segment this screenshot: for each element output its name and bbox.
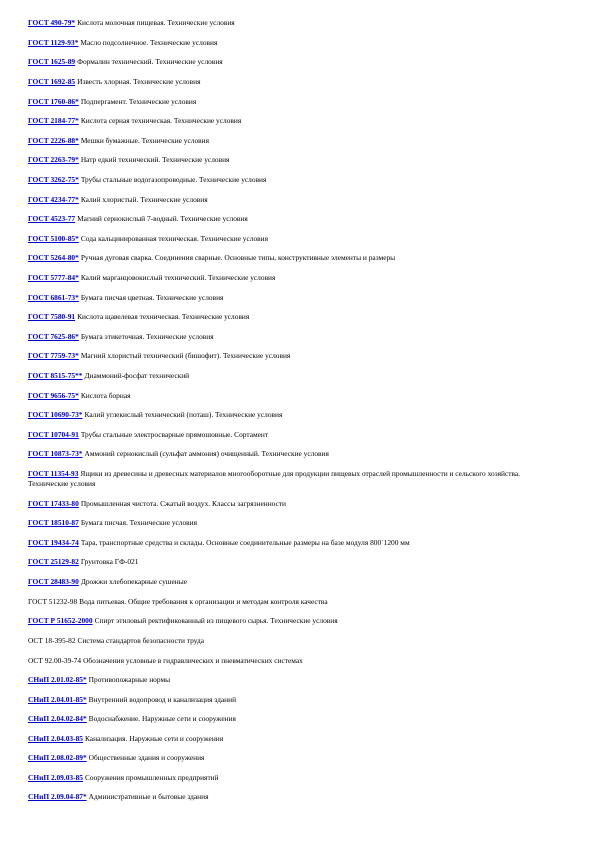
document-entry bbox=[28, 253, 551, 263]
standard-code: ОСТ 92.00-39-74 bbox=[28, 656, 82, 665]
standard-title: Внутренний водопровод и канализация зданий bbox=[88, 695, 237, 704]
document-entry bbox=[28, 675, 551, 685]
document-entry bbox=[28, 195, 551, 205]
standard-title: Сода кальцинированная техническая. Технические условия bbox=[80, 234, 269, 243]
standard-title: Общественные здания и сооружения bbox=[88, 753, 205, 762]
document-entry bbox=[28, 234, 551, 244]
standard-code: ГОСТ 51232-98 bbox=[28, 597, 78, 606]
standard-title: Тара, транспортные средства и склады. Основные соединительные размеры на базе модуля 800´1200 мм bbox=[80, 538, 410, 547]
standard-link[interactable]: ГОСТ 5777-84* bbox=[28, 273, 79, 282]
standard-title: Кислота щавелевая техническая. Технические условия bbox=[77, 312, 250, 321]
document-entry bbox=[28, 499, 551, 509]
document-entry bbox=[28, 77, 551, 87]
standard-link[interactable]: ГОСТ 28483-90 bbox=[28, 577, 79, 586]
standard-title: Ручная дуговая сварка. Соединения сварные. Основные типы, конструктивные элементы и размеры bbox=[80, 253, 396, 262]
standard-title: Бумага писчая. Технические условия bbox=[80, 518, 198, 527]
standard-title: Спирт этиловый ректификованный из пищевого сырья. Технические условия bbox=[94, 616, 338, 625]
standard-title: Ящики из древесины и древесных материалов многооборотные для продукции пищевых отраслей промышленности и сельского хозяйства. Технические условия bbox=[28, 469, 521, 488]
standard-link[interactable]: СНиП 2.09.04-87* bbox=[28, 792, 87, 801]
standard-link[interactable]: ГОСТ 10704-91 bbox=[28, 430, 79, 439]
standard-link[interactable]: ГОСТ 2226-88* bbox=[28, 136, 79, 145]
standard-link[interactable]: СНиП 2.04.01-85* bbox=[28, 695, 87, 704]
standard-link[interactable]: СНиП 2.09.03-85 bbox=[28, 773, 83, 782]
standard-title: Кислота борная bbox=[80, 391, 131, 400]
document-entry bbox=[28, 557, 551, 567]
standard-title: Грунтовка ГФ-021 bbox=[80, 557, 139, 566]
standard-link[interactable]: ГОСТ 19434-74 bbox=[28, 538, 79, 547]
standard-code: ОСТ 18-395-82 bbox=[28, 636, 76, 645]
document-entry bbox=[28, 273, 551, 283]
standard-link[interactable]: СНиП 2.04.03-85 bbox=[28, 734, 83, 743]
document-entry bbox=[28, 293, 551, 303]
standard-title: Кислота серная техническая. Технические условия bbox=[80, 116, 242, 125]
document-entry bbox=[28, 792, 551, 802]
document-entry bbox=[28, 518, 551, 528]
standard-title: Кислота молочная пищевая. Технические условия bbox=[77, 18, 235, 27]
standard-title: Аммоний сернокислый (сульфат аммония) очищенный. Технические условия bbox=[84, 449, 329, 458]
standard-title: Трубы стальные водогазопроводные. Технические условия bbox=[80, 175, 267, 184]
document-entry bbox=[28, 773, 551, 783]
standard-link[interactable]: ГОСТ 25129-82 bbox=[28, 557, 79, 566]
standard-link[interactable]: ГОСТ 1625-89 bbox=[28, 57, 76, 66]
standard-title: Административные и бытовые здания bbox=[88, 792, 209, 801]
standard-link[interactable]: ГОСТ Р 51652-2000 bbox=[28, 616, 93, 625]
standard-title: Диаммоний-фосфат технический bbox=[84, 371, 190, 380]
standard-link[interactable]: ГОСТ 10873-73* bbox=[28, 449, 83, 458]
standard-title: Промышленная чистота. Сжатый воздух. Классы загрязненности bbox=[80, 499, 287, 508]
document-entry bbox=[28, 449, 551, 459]
document-entry bbox=[28, 351, 551, 361]
document-entry bbox=[28, 410, 551, 420]
standard-title: Трубы стальные электросварные прямошовные. Сортамент bbox=[80, 430, 269, 439]
standard-title: Магний сернокислый 7-водный. Технические условия bbox=[77, 214, 248, 223]
document-entry bbox=[28, 391, 551, 401]
standard-title: Мешки бумажные. Технические условия bbox=[80, 136, 209, 145]
standard-link[interactable]: СНиП 2.08.02-89* bbox=[28, 753, 87, 762]
standard-link[interactable]: ГОСТ 7580-91 bbox=[28, 312, 76, 321]
document-entry bbox=[28, 57, 551, 67]
standard-link[interactable]: ГОСТ 5100-85* bbox=[28, 234, 79, 243]
standard-title: Масло подсолнечное. Технические условия bbox=[80, 38, 218, 47]
document-entry bbox=[28, 155, 551, 165]
document-entry bbox=[28, 656, 551, 666]
standard-title: Противопожарные нормы bbox=[88, 675, 171, 684]
standard-link[interactable]: ГОСТ 18510-87 bbox=[28, 518, 79, 527]
standard-title: Формалин технический. Технические условия bbox=[77, 57, 223, 66]
standard-link[interactable]: ГОСТ 490-79* bbox=[28, 18, 76, 27]
document-entry bbox=[28, 695, 551, 705]
document-entry bbox=[28, 116, 551, 126]
standard-link[interactable]: ГОСТ 3262-75* bbox=[28, 175, 79, 184]
standard-link[interactable]: ГОСТ 8515-75** bbox=[28, 371, 83, 380]
standard-title: Бумага писчая цветная. Технические условия bbox=[80, 293, 224, 302]
standard-link[interactable]: ГОСТ 2263-79* bbox=[28, 155, 79, 164]
document-entry bbox=[28, 577, 551, 587]
document-entry bbox=[28, 214, 551, 224]
standard-title: Сооружения промышленных предприятий bbox=[84, 773, 219, 782]
standard-link[interactable]: ГОСТ 10690-73* bbox=[28, 410, 83, 419]
document-entry bbox=[28, 38, 551, 48]
standard-link[interactable]: ГОСТ 2184-77* bbox=[28, 116, 79, 125]
standard-link[interactable]: ГОСТ 5264-80* bbox=[28, 253, 79, 262]
standard-link[interactable]: СНиП 2.01.02-85* bbox=[28, 675, 87, 684]
standard-link[interactable]: ГОСТ 9656-75* bbox=[28, 391, 79, 400]
standard-link[interactable]: ГОСТ 17433-80 bbox=[28, 499, 79, 508]
standard-title: Дрожжи хлебопекарные сушеные bbox=[80, 577, 187, 586]
standard-title: Канализация. Наружные сети и сооружения bbox=[84, 734, 224, 743]
document-entry bbox=[28, 616, 551, 626]
document-entry bbox=[28, 734, 551, 744]
standard-title: Подпергамент. Технические условия bbox=[80, 97, 197, 106]
standard-link[interactable]: ГОСТ 4523-77 bbox=[28, 214, 76, 223]
document-entry bbox=[28, 97, 551, 107]
standard-title: Обозначения условные в гидравлических и пневматических системах bbox=[83, 656, 303, 665]
document-entry bbox=[28, 597, 551, 607]
standard-title: Натр едкий технический. Технические условия bbox=[80, 155, 230, 164]
document-entry bbox=[28, 469, 551, 489]
standard-link[interactable]: ГОСТ 7625-86* bbox=[28, 332, 79, 341]
standard-link[interactable]: ГОСТ 1692-85 bbox=[28, 77, 76, 86]
document-entry bbox=[28, 371, 551, 381]
standard-title: Калий хлористый. Технические условия bbox=[80, 195, 208, 204]
document-entry bbox=[28, 18, 551, 28]
standard-link[interactable]: ГОСТ 7759-73* bbox=[28, 351, 79, 360]
standard-link[interactable]: ГОСТ 1760-86* bbox=[28, 97, 79, 106]
standard-title: Вода питьевая. Общие требования к организации и методам контроля качества bbox=[79, 597, 328, 606]
document-entry bbox=[28, 312, 551, 322]
standard-title: Бумага этикеточная. Технические условия bbox=[80, 332, 214, 341]
document-entry bbox=[28, 538, 551, 548]
document-entry bbox=[28, 636, 551, 646]
standard-link[interactable]: ГОСТ 4234-77* bbox=[28, 195, 79, 204]
standard-title: Калий марганцовокислый технический. Технические условия bbox=[80, 273, 276, 282]
standard-link[interactable]: ГОСТ 6861-73* bbox=[28, 293, 79, 302]
standard-link[interactable]: СНиП 2.04.02-84* bbox=[28, 714, 87, 723]
standard-link[interactable]: ГОСТ 11354-93 bbox=[28, 469, 79, 478]
standard-link[interactable]: ГОСТ 1129-93* bbox=[28, 38, 79, 47]
standard-title: Калий углекислый технический (поташ). Технические условия bbox=[84, 410, 283, 419]
document-entry bbox=[28, 753, 551, 763]
standard-title: Магний хлористый технический (бишофит). Технические условия bbox=[80, 351, 291, 360]
document-entry bbox=[28, 332, 551, 342]
document-entry bbox=[28, 175, 551, 185]
document-entry bbox=[28, 136, 551, 146]
standard-title: Система стандартов безопасности труда bbox=[77, 636, 205, 645]
standard-title: Водоснабжение. Наружные сети и сооружения bbox=[88, 714, 236, 723]
standard-title: Известь хлорная. Технические условия bbox=[77, 77, 201, 86]
document-entry bbox=[28, 430, 551, 440]
document-entry bbox=[28, 714, 551, 724]
